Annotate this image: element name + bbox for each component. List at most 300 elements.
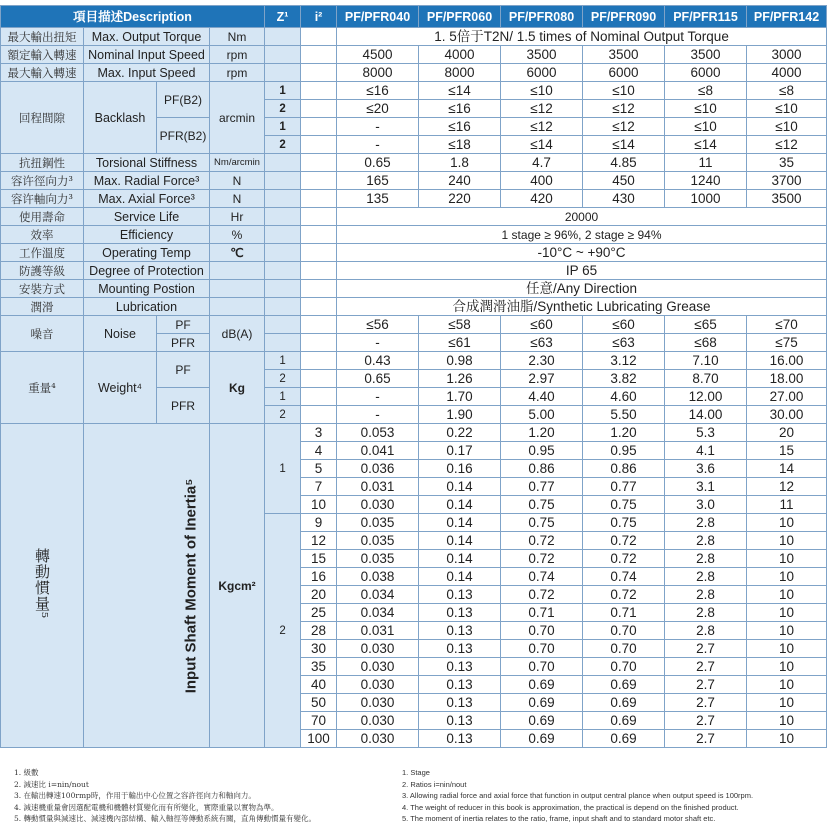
z-cell: 1 — [265, 352, 301, 370]
value-cell: 20000 — [337, 208, 827, 226]
z-cell: 2 — [265, 100, 301, 118]
value-cell: 2.8 — [665, 532, 747, 550]
value-cell: 0.69 — [583, 712, 665, 730]
label-zh: 重量⁴ — [1, 352, 84, 424]
value-cell: 7.10 — [665, 352, 747, 370]
table-row — [1, 352, 827, 370]
value-cell: 0.75 — [501, 514, 583, 532]
value-cell: 0.95 — [583, 442, 665, 460]
note-en: 5. The moment of inertia relates to the ratio, frame, input shaft and to standard motor shaft etc. — [402, 814, 716, 823]
label-zh: 潤滑 — [1, 298, 84, 316]
value-cell: 0.65 — [337, 370, 419, 388]
note-zh: 5. 轉動慣量與減速比、減速機內部結構、輸入軸徑等傳動系統有關，直角傳動慣量有變化。 — [14, 814, 317, 823]
label-en: Degree of Protection — [84, 262, 210, 280]
unit-cell: % — [210, 226, 265, 244]
value-cell: 0.030 — [337, 712, 419, 730]
value-cell: 220 — [419, 190, 501, 208]
value-cell: - — [337, 406, 419, 424]
ratio-cell: 30 — [301, 640, 337, 658]
value-cell: 10 — [747, 658, 827, 676]
value-cell: 8000 — [337, 64, 419, 82]
value-cell: 27.00 — [747, 388, 827, 406]
value-cell: 0.86 — [501, 460, 583, 478]
spec-table — [0, 5, 827, 748]
header-z: Z¹ — [265, 6, 301, 28]
value-cell: 合成潤滑油脂/Synthetic Lubricating Grease — [337, 298, 827, 316]
i-cell — [301, 388, 337, 406]
label-zh: 噪音 — [1, 316, 84, 352]
value-cell: 12.00 — [665, 388, 747, 406]
variant-label: PF(B2) — [157, 82, 210, 118]
value-cell: 30.00 — [747, 406, 827, 424]
z-cell — [265, 64, 301, 82]
table-row — [1, 28, 827, 46]
table-row — [1, 6, 827, 28]
value-cell: 16.00 — [747, 352, 827, 370]
table-row — [1, 208, 827, 226]
table-row — [1, 190, 827, 208]
value-cell: ≤14 — [501, 136, 583, 154]
header-model: PF/PFR090 — [583, 6, 665, 28]
value-cell: 0.86 — [583, 460, 665, 478]
value-cell: 0.70 — [501, 622, 583, 640]
ratio-cell: 16 — [301, 568, 337, 586]
i-cell — [301, 406, 337, 424]
value-cell: 0.70 — [583, 658, 665, 676]
z-cell — [265, 172, 301, 190]
variant-label: PFR(B2) — [157, 118, 210, 154]
i-cell — [301, 370, 337, 388]
ratio-cell: 25 — [301, 604, 337, 622]
value-cell: 0.17 — [419, 442, 501, 460]
note-zh: 1. 級數 — [14, 768, 39, 777]
i-cell — [301, 154, 337, 172]
value-cell: 1.90 — [419, 406, 501, 424]
value-cell: 0.14 — [419, 478, 501, 496]
value-cell: 5.3 — [665, 424, 747, 442]
ratio-cell: 15 — [301, 550, 337, 568]
table-row — [1, 46, 827, 64]
value-cell: ≤10 — [747, 100, 827, 118]
value-cell: 0.13 — [419, 604, 501, 622]
value-cell: - — [337, 136, 419, 154]
header-model: PF/PFR080 — [501, 6, 583, 28]
table-row — [1, 298, 827, 316]
z-cell — [265, 208, 301, 226]
value-cell: 10 — [747, 586, 827, 604]
value-cell: 10 — [747, 532, 827, 550]
value-cell: 0.13 — [419, 658, 501, 676]
variant-label: PF — [157, 316, 210, 334]
value-cell: 0.14 — [419, 532, 501, 550]
value-cell: 4.1 — [665, 442, 747, 460]
unit-cell: rpm — [210, 46, 265, 64]
value-cell: 3700 — [747, 172, 827, 190]
i-cell — [301, 82, 337, 100]
value-cell: ≤12 — [501, 118, 583, 136]
unit-cell: Kg — [210, 352, 265, 424]
value-cell: 2.8 — [665, 568, 747, 586]
label-zh: 抗扭鋼性 — [1, 154, 84, 172]
value-cell: 3.0 — [665, 496, 747, 514]
value-cell: 10 — [747, 622, 827, 640]
unit-cell — [210, 298, 265, 316]
value-cell: 1.8 — [419, 154, 501, 172]
z-cell — [265, 316, 301, 334]
value-cell: 2.8 — [665, 586, 747, 604]
value-cell: 0.75 — [583, 496, 665, 514]
value-cell: 0.65 — [337, 154, 419, 172]
value-cell: 0.74 — [583, 568, 665, 586]
i-cell — [301, 28, 337, 46]
ratio-cell: 35 — [301, 658, 337, 676]
value-cell: 0.030 — [337, 730, 419, 748]
value-cell: 2.7 — [665, 676, 747, 694]
value-cell: ≤10 — [501, 82, 583, 100]
value-cell: 0.041 — [337, 442, 419, 460]
value-cell: 0.77 — [583, 478, 665, 496]
value-cell: ≤18 — [419, 136, 501, 154]
value-cell: 0.71 — [501, 604, 583, 622]
value-cell: 0.036 — [337, 460, 419, 478]
i-cell — [301, 316, 337, 334]
value-cell: 3500 — [583, 46, 665, 64]
label-en: Max. Radial Force³ — [84, 172, 210, 190]
note-zh: 4. 減速機重量會因選配電機和機體材質變化而有所變化，實際重量以實物為準。 — [14, 802, 279, 812]
header-model: PF/PFR115 — [665, 6, 747, 28]
value-cell: 450 — [583, 172, 665, 190]
value-cell: 0.70 — [583, 640, 665, 658]
value-cell: 20 — [747, 424, 827, 442]
value-cell: 6000 — [665, 64, 747, 82]
i-cell — [301, 262, 337, 280]
value-cell: 3000 — [747, 46, 827, 64]
value-cell: ≤10 — [583, 82, 665, 100]
unit-cell — [210, 262, 265, 280]
i-cell — [301, 244, 337, 262]
value-cell: 0.72 — [583, 532, 665, 550]
header-description: 項目描述Description — [1, 6, 265, 28]
value-cell: ≤12 — [583, 118, 665, 136]
value-cell: 0.72 — [501, 550, 583, 568]
header-i: i² — [301, 6, 337, 28]
value-cell: 0.030 — [337, 676, 419, 694]
i-cell — [301, 352, 337, 370]
value-cell: 2.8 — [665, 604, 747, 622]
value-cell: 18.00 — [747, 370, 827, 388]
label-zh: 最大輸入轉速 — [1, 64, 84, 82]
value-cell: 3500 — [501, 46, 583, 64]
value-cell: 3500 — [747, 190, 827, 208]
value-cell: -10°C ~ +90°C — [337, 244, 827, 262]
table-row — [1, 316, 827, 334]
i-cell — [301, 100, 337, 118]
z-cell: 1 — [265, 388, 301, 406]
label-en: Max. Output Torque — [84, 28, 210, 46]
value-cell: 8.70 — [665, 370, 747, 388]
value-cell: 3500 — [665, 46, 747, 64]
i-cell — [301, 64, 337, 82]
ratio-cell: 10 — [301, 496, 337, 514]
z-cell: 2 — [265, 136, 301, 154]
label-en: Mounting Postion — [84, 280, 210, 298]
value-cell: 430 — [583, 190, 665, 208]
table-row — [1, 82, 827, 100]
label-en: Lubrication — [84, 298, 210, 316]
value-cell: 0.70 — [583, 622, 665, 640]
note-en: 2. Ratios i=nin/nout — [402, 779, 467, 789]
value-cell: 2.7 — [665, 658, 747, 676]
value-cell: ≤70 — [747, 316, 827, 334]
ratio-cell: 50 — [301, 694, 337, 712]
z-cell: 2 — [265, 370, 301, 388]
value-cell: 0.13 — [419, 622, 501, 640]
label-en: Backlash — [84, 82, 157, 154]
value-cell: 6000 — [583, 64, 665, 82]
value-cell: ≤60 — [583, 316, 665, 334]
ratio-cell: 7 — [301, 478, 337, 496]
value-cell: 0.13 — [419, 730, 501, 748]
value-cell: ≤65 — [665, 316, 747, 334]
i-cell — [301, 46, 337, 64]
z-cell — [265, 334, 301, 352]
header-model: PF/PFR060 — [419, 6, 501, 28]
value-cell: 0.035 — [337, 550, 419, 568]
z-cell — [265, 262, 301, 280]
value-cell: 135 — [337, 190, 419, 208]
i-cell — [301, 172, 337, 190]
value-cell: 4.85 — [583, 154, 665, 172]
value-cell: 4.7 — [501, 154, 583, 172]
value-cell: 0.030 — [337, 694, 419, 712]
unit-cell: Nm/arcmin — [210, 154, 265, 172]
value-cell: 10 — [747, 514, 827, 532]
value-cell: - — [337, 388, 419, 406]
value-cell: 0.14 — [419, 550, 501, 568]
z-cell — [265, 244, 301, 262]
z-cell — [265, 28, 301, 46]
value-cell: 14 — [747, 460, 827, 478]
value-cell: 0.75 — [583, 514, 665, 532]
value-cell: 任意/Any Direction — [337, 280, 827, 298]
value-cell: 3.1 — [665, 478, 747, 496]
z-cell — [265, 190, 301, 208]
value-cell: ≤8 — [747, 82, 827, 100]
i-cell — [301, 190, 337, 208]
value-cell: 1.26 — [419, 370, 501, 388]
value-cell: 0.77 — [501, 478, 583, 496]
z-cell — [265, 298, 301, 316]
value-cell: 3.12 — [583, 352, 665, 370]
value-cell: 0.13 — [419, 712, 501, 730]
value-cell: 0.74 — [501, 568, 583, 586]
value-cell: 1.20 — [501, 424, 583, 442]
value-cell: ≤75 — [747, 334, 827, 352]
value-cell: 420 — [501, 190, 583, 208]
unit-cell: ℃ — [210, 244, 265, 262]
value-cell: ≤60 — [501, 316, 583, 334]
unit-cell: arcmin — [210, 82, 265, 154]
value-cell: 5.00 — [501, 406, 583, 424]
z-cell: 1 — [265, 424, 301, 514]
label-en: Weight⁴ — [84, 352, 157, 424]
value-cell: 4.40 — [501, 388, 583, 406]
value-cell: 0.13 — [419, 586, 501, 604]
value-cell: 1.70 — [419, 388, 501, 406]
unit-cell: rpm — [210, 64, 265, 82]
value-cell: 4000 — [419, 46, 501, 64]
value-cell: 11 — [747, 496, 827, 514]
value-cell: 0.030 — [337, 496, 419, 514]
i-cell — [301, 136, 337, 154]
value-cell: 1 stage ≥ 96%, 2 stage ≥ 94% — [337, 226, 827, 244]
ratio-cell: 12 — [301, 532, 337, 550]
value-cell: ≤56 — [337, 316, 419, 334]
table-row — [1, 280, 827, 298]
note-en: 4. The weight of reducer in this book is approximation, the practical is depend on the finished product. — [402, 802, 739, 812]
value-cell: 0.13 — [419, 640, 501, 658]
value-cell: ≤14 — [665, 136, 747, 154]
value-cell: 2.7 — [665, 640, 747, 658]
note-zh: 3. 在輸出轉速100rmp時，作用于輸出中心位置之容許徑向力和軸向力。 — [14, 791, 256, 800]
value-cell: 10 — [747, 550, 827, 568]
label-zh: 額定輸入轉速 — [1, 46, 84, 64]
value-cell: 0.69 — [583, 676, 665, 694]
inertia-zh-text: 轉動慣量⁵ — [33, 547, 51, 619]
value-cell: 15 — [747, 442, 827, 460]
value-cell: 6000 — [501, 64, 583, 82]
z-cell: 2 — [265, 406, 301, 424]
value-cell: 0.69 — [501, 676, 583, 694]
ratio-cell: 100 — [301, 730, 337, 748]
ratio-cell: 40 — [301, 676, 337, 694]
value-cell: 0.14 — [419, 514, 501, 532]
value-cell: ≤12 — [583, 100, 665, 118]
variant-label: PFR — [157, 388, 210, 424]
value-cell: 10 — [747, 604, 827, 622]
value-cell: 0.035 — [337, 514, 419, 532]
table-row — [1, 262, 827, 280]
label-en: Nominal Input Speed — [84, 46, 210, 64]
value-cell: 400 — [501, 172, 583, 190]
ratio-cell: 4 — [301, 442, 337, 460]
value-cell: ≤16 — [419, 118, 501, 136]
value-cell: 0.053 — [337, 424, 419, 442]
value-cell: ≤10 — [665, 100, 747, 118]
value-cell: 0.72 — [501, 586, 583, 604]
label-en: Efficiency — [84, 226, 210, 244]
label-zh: 工作溫度 — [1, 244, 84, 262]
i-cell — [301, 280, 337, 298]
value-cell: 0.69 — [501, 730, 583, 748]
z-cell — [265, 154, 301, 172]
label-en: Torsional Stiffness — [84, 154, 210, 172]
i-cell — [301, 208, 337, 226]
value-cell: ≤10 — [665, 118, 747, 136]
value-cell: 2.8 — [665, 550, 747, 568]
ratio-cell: 9 — [301, 514, 337, 532]
value-cell: 0.75 — [501, 496, 583, 514]
value-cell: 0.70 — [501, 640, 583, 658]
label-en: Max. Axial Force³ — [84, 190, 210, 208]
label-zh: 容许徑向力³ — [1, 172, 84, 190]
value-cell: 11 — [665, 154, 747, 172]
value-cell: ≤12 — [501, 100, 583, 118]
z-cell — [265, 280, 301, 298]
unit-cell: N — [210, 190, 265, 208]
variant-label: PF — [157, 352, 210, 388]
label-zh: 安裝方式 — [1, 280, 84, 298]
unit-cell: Nm — [210, 28, 265, 46]
note-zh: 2. 減速比 i=nin/nout — [14, 779, 89, 789]
value-cell: 10 — [747, 568, 827, 586]
value-cell: 0.034 — [337, 604, 419, 622]
unit-cell: N — [210, 172, 265, 190]
i-cell — [301, 298, 337, 316]
variant-label: PFR — [157, 334, 210, 352]
value-cell: 2.7 — [665, 712, 747, 730]
value-cell: 10 — [747, 730, 827, 748]
label-en: Operating Temp — [84, 244, 210, 262]
table-row — [1, 172, 827, 190]
value-cell: ≤14 — [419, 82, 501, 100]
value-cell: 8000 — [419, 64, 501, 82]
z-cell — [265, 46, 301, 64]
value-cell: 3.6 — [665, 460, 747, 478]
z-cell — [265, 226, 301, 244]
value-cell: 2.7 — [665, 730, 747, 748]
value-cell: 3.82 — [583, 370, 665, 388]
notes-chinese — [14, 767, 316, 825]
value-cell: 2.7 — [665, 694, 747, 712]
unit-cell: Hr — [210, 208, 265, 226]
ratio-cell: 70 — [301, 712, 337, 730]
inertia-en-text: Input Shaft Moment of Inertia⁵ — [182, 478, 200, 693]
value-cell: 14.00 — [665, 406, 747, 424]
unit-cell: Kgcm² — [210, 424, 265, 748]
value-cell: ≤16 — [337, 82, 419, 100]
value-cell: 0.035 — [337, 532, 419, 550]
i-cell — [301, 334, 337, 352]
value-cell: 0.22 — [419, 424, 501, 442]
value-cell: 0.16 — [419, 460, 501, 478]
value-cell: 2.8 — [665, 514, 747, 532]
value-cell: - — [337, 118, 419, 136]
value-cell: - — [337, 334, 419, 352]
value-cell: 2.97 — [501, 370, 583, 388]
label-zh: 效率 — [1, 226, 84, 244]
value-cell: ≤14 — [583, 136, 665, 154]
ratio-cell: 20 — [301, 586, 337, 604]
label-en: Max. Input Speed — [84, 64, 210, 82]
z-cell: 1 — [265, 118, 301, 136]
value-cell: ≤10 — [747, 118, 827, 136]
value-cell: 4500 — [337, 46, 419, 64]
header-model: PF/PFR142 — [747, 6, 827, 28]
ratio-cell: 3 — [301, 424, 337, 442]
value-cell: 0.70 — [501, 658, 583, 676]
ratio-cell: 5 — [301, 460, 337, 478]
inertia-label-zh — [1, 424, 84, 748]
label-en: Service Life — [84, 208, 210, 226]
value-cell: 0.72 — [501, 532, 583, 550]
value-cell: 35 — [747, 154, 827, 172]
inertia-label-en — [84, 424, 210, 748]
table-row — [1, 424, 827, 442]
label-zh: 使用壽命 — [1, 208, 84, 226]
value-cell: 0.43 — [337, 352, 419, 370]
value-cell: 4000 — [747, 64, 827, 82]
